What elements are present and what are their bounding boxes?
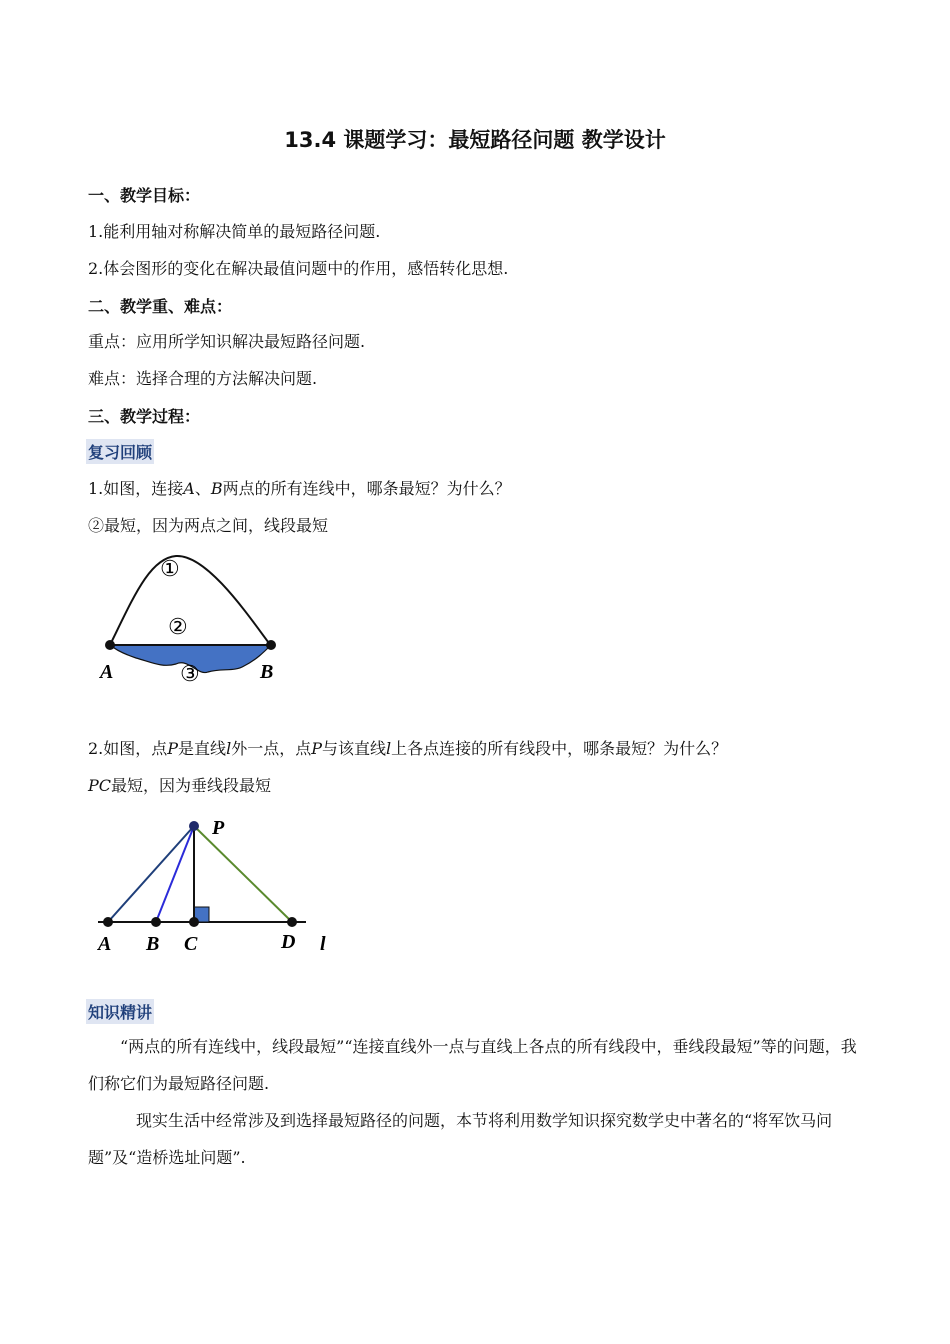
- q2-text-1: 2.如图，点: [88, 739, 168, 758]
- difficult-point: 难点：选择合理的方法解决问题.: [88, 369, 318, 388]
- question-1: [88, 476, 511, 499]
- point-b-dot: [151, 917, 161, 927]
- answer-2-text: 最短，因为垂线段最短: [111, 776, 272, 795]
- figure-paths-ab: [96, 548, 296, 688]
- review-tag: 复习回顾: [86, 439, 154, 464]
- q1-var-b: B: [210, 479, 223, 498]
- question-2: [88, 736, 727, 759]
- q1-sep: 、: [194, 479, 211, 498]
- segment-pb: [156, 826, 194, 922]
- q2-var-p: P: [167, 739, 179, 758]
- page-title: 13.4 课题学习：最短路径问题 教学设计: [284, 128, 666, 152]
- point-p-dot: [189, 821, 199, 831]
- point-c-dot: [189, 917, 199, 927]
- answer-2: [88, 773, 271, 796]
- label-line-l: l: [320, 933, 326, 955]
- label-point-p: P: [212, 817, 225, 839]
- label-path-3: ③: [180, 661, 200, 686]
- label-point-a: A: [100, 661, 114, 683]
- goal-item-2: 2.体会图形的变化在解决最值问题中的作用，感悟转化思想.: [88, 259, 509, 278]
- label-point-b: B: [260, 661, 274, 683]
- label-path-1: ①: [160, 556, 180, 581]
- section-heading-goals: 一、教学目标：: [88, 186, 201, 205]
- key-point: 重点：应用所学知识解决最短路径问题.: [88, 332, 366, 351]
- answer-2-var: PC: [88, 776, 112, 795]
- path-1-curve: [110, 556, 271, 646]
- knowledge-paragraph-2: 现实生活中经常涉及到选择最短路径的问题，本节将利用数学知识探究数学史中著名的“将军饮马问题”及“造桥选址问题”.: [88, 1111, 833, 1167]
- goal-item-1: 1.能利用轴对称解决简单的最短路径问题.: [88, 222, 381, 241]
- label-point-c: C: [184, 933, 198, 955]
- point-b-dot: [266, 640, 276, 650]
- q2-var-l: l: [226, 739, 232, 758]
- label-point-d: D: [281, 931, 296, 953]
- section-heading-keypoints: 二、教学重、难点：: [88, 297, 233, 316]
- q2-text-2: 是直线: [178, 739, 227, 758]
- label-point-b: B: [146, 933, 160, 955]
- point-a-dot: [105, 640, 115, 650]
- knowledge-tag: 知识精讲: [86, 999, 154, 1024]
- segment-pa: [108, 826, 194, 922]
- q2-var-p2: P: [311, 739, 322, 758]
- q2-var-l2: l: [385, 739, 392, 758]
- answer-1: ②最短，因为两点之间，线段最短: [88, 516, 329, 535]
- figure-perpendicular: [92, 812, 342, 962]
- q2-text-3: 外一点，点: [231, 739, 312, 758]
- q1-var-a: A: [183, 479, 195, 498]
- point-d-dot: [287, 917, 297, 927]
- q1-prefix: 1.如图，连接: [88, 479, 184, 498]
- knowledge-paragraph-1: “两点的所有连线中，线段最短”“连接直线外一点与直线上各点的所有线段中，垂线段最短”等的问题，我们称它们为最短路径问题.: [88, 1037, 857, 1093]
- section-heading-process: 三、教学过程：: [88, 407, 201, 426]
- q2-text-5: 上各点连接的所有线段中，哪条最短？为什么？: [391, 739, 728, 758]
- q1-suffix: 两点的所有连线中，哪条最短？为什么？: [222, 479, 511, 498]
- label-point-a: A: [98, 933, 112, 955]
- label-path-2: ②: [168, 614, 188, 639]
- q2-text-4: 与该直线: [321, 739, 386, 758]
- point-a-dot: [103, 917, 113, 927]
